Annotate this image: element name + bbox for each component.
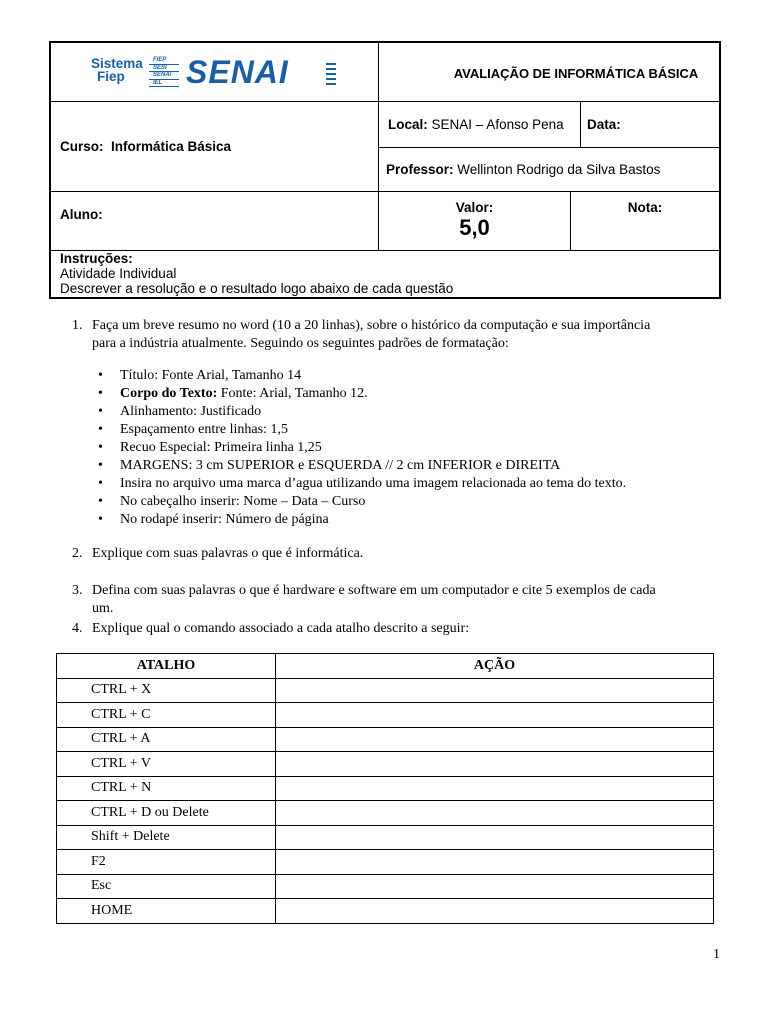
divider — [51, 101, 719, 102]
table-header-row — [57, 654, 714, 679]
question-1 — [72, 317, 722, 352]
table-row — [57, 727, 714, 752]
table-row — [57, 801, 714, 826]
page-title: AVALIAÇÃO DE INFORMÁTICA BÁSICA — [453, 66, 699, 81]
shortcut-cell: CTRL + X — [57, 678, 276, 703]
action-cell[interactable] — [276, 899, 714, 924]
aluno-field — [60, 207, 103, 222]
action-cell[interactable] — [276, 874, 714, 899]
local-label: Local: — [388, 117, 428, 132]
question-number: 1. — [72, 318, 83, 333]
action-cell[interactable] — [276, 776, 714, 801]
action-cell[interactable] — [276, 850, 714, 875]
list-item: • MARGENS: 3 cm SUPERIOR e ESQUERDA // 2 cm INFERIOR e DIREITA — [98, 458, 561, 473]
list-item: • Recuo Especial: Primeira linha 1,25 — [98, 440, 322, 455]
data-field — [587, 117, 621, 132]
question-text: Faça um breve resumo no word (10 a 20 linhas), sobre o histórico da computação e sua importância — [92, 318, 651, 333]
action-cell[interactable] — [276, 801, 714, 826]
data-label: Data: — [587, 117, 621, 132]
divider — [51, 191, 719, 192]
question-number: 4. — [72, 621, 83, 636]
header-table — [49, 41, 721, 299]
question-4 — [72, 620, 722, 638]
table-row — [57, 776, 714, 801]
list-item: • Título: Fonte Arial, Tamanho 14 — [98, 368, 302, 383]
professor-label: Professor: — [386, 162, 454, 177]
local-field — [388, 117, 564, 132]
logo-sistema-text: Sistema — [91, 56, 143, 71]
shortcut-table — [56, 653, 714, 924]
shortcut-cell: HOME — [57, 899, 276, 924]
valor-field — [379, 200, 570, 241]
list-item: • Alinhamento: Justificado — [98, 404, 262, 419]
logo-mini-iel: IEL — [149, 80, 179, 88]
action-cell[interactable] — [276, 752, 714, 777]
valor-label: Valor: — [455, 200, 494, 215]
instrucoes-line: Atividade Individual — [60, 266, 177, 281]
list-item: • No rodapé inserir: Número de página — [98, 512, 329, 527]
list-item: • Corpo do Texto: Fonte: Arial, Tamanho 12. — [98, 386, 368, 401]
shortcut-cell: Esc — [57, 874, 276, 899]
list-item: • No cabeçalho inserir: Nome – Data – Curso — [98, 494, 366, 509]
table-row — [57, 678, 714, 703]
valor-value: 5,0 — [459, 215, 490, 240]
logo-mini-sesi: SESI — [149, 65, 179, 73]
curso-value: Informática Básica — [111, 139, 232, 154]
shortcut-cell: CTRL + V — [57, 752, 276, 777]
action-cell[interactable] — [276, 703, 714, 728]
column-header-acao: AÇÃO — [276, 654, 714, 679]
divider — [580, 101, 581, 147]
instrucoes-block — [60, 251, 453, 296]
question-text: para a indústria atualmente. Seguindo os seguintes padrões de formatação: — [92, 335, 509, 351]
local-value: SENAI – Afonso Pena — [431, 117, 564, 132]
aluno-label: Aluno: — [60, 207, 103, 222]
question-number: 2. — [72, 546, 83, 561]
table-row — [57, 703, 714, 728]
question-2 — [72, 545, 722, 563]
logo-mini-senai: SENAI — [149, 72, 179, 80]
instrucoes-line: Descrever a resolução e o resultado logo abaixo de cada questão — [60, 281, 454, 296]
shortcut-cell: F2 — [57, 850, 276, 875]
action-cell[interactable] — [276, 825, 714, 850]
question-3 — [72, 582, 722, 617]
senai-logo — [91, 54, 351, 93]
logo-stripes — [326, 63, 336, 88]
curso-field — [60, 139, 231, 154]
logo-fiep-text: Fiep — [97, 69, 125, 84]
question-text: Explique com suas palavras o que é informática. — [92, 546, 364, 561]
nota-label: Nota: — [627, 200, 663, 215]
divider — [378, 147, 719, 148]
shortcut-cell: CTRL + N — [57, 776, 276, 801]
shortcut-cell: Shift + Delete — [57, 825, 276, 850]
question-text: Explique qual o comando associado a cada atalho descrito a seguir: — [92, 621, 470, 636]
shortcut-cell: CTRL + A — [57, 727, 276, 752]
instrucoes-label: Instruções: — [60, 251, 133, 266]
question-number: 3. — [72, 583, 83, 598]
table-row — [57, 825, 714, 850]
question-text: um. — [92, 600, 114, 616]
shortcut-cell: CTRL + C — [57, 703, 276, 728]
shortcut-cell: CTRL + D ou Delete — [57, 801, 276, 826]
table-row — [57, 752, 714, 777]
list-item: • Insira no arquivo uma marca d’agua utilizando uma imagem relacionada ao tema do texto. — [98, 476, 627, 491]
professor-field — [386, 162, 660, 177]
nota-field — [571, 200, 719, 215]
table-row — [57, 850, 714, 875]
list-item: • Espaçamento entre linhas: 1,5 — [98, 422, 288, 437]
curso-label: Curso: — [60, 139, 104, 154]
logo-sistema-fiep — [91, 57, 143, 83]
logo-senai-text: SENAI — [186, 54, 289, 90]
table-row — [57, 874, 714, 899]
table-row — [57, 899, 714, 924]
formatting-list — [98, 367, 718, 529]
professor-value: Wellinton Rodrigo da Silva Bastos — [457, 162, 661, 177]
action-cell[interactable] — [276, 678, 714, 703]
question-text: Defina com suas palavras o que é hardware e software em um computador e cite 5 exemplos de cada — [92, 583, 656, 598]
logo-mini-fiep: FIEP — [149, 57, 179, 65]
column-header-atalho: ATALHO — [57, 654, 276, 679]
logo-mini-labels — [149, 57, 179, 87]
page-number: 1 — [713, 947, 720, 962]
action-cell[interactable] — [276, 727, 714, 752]
